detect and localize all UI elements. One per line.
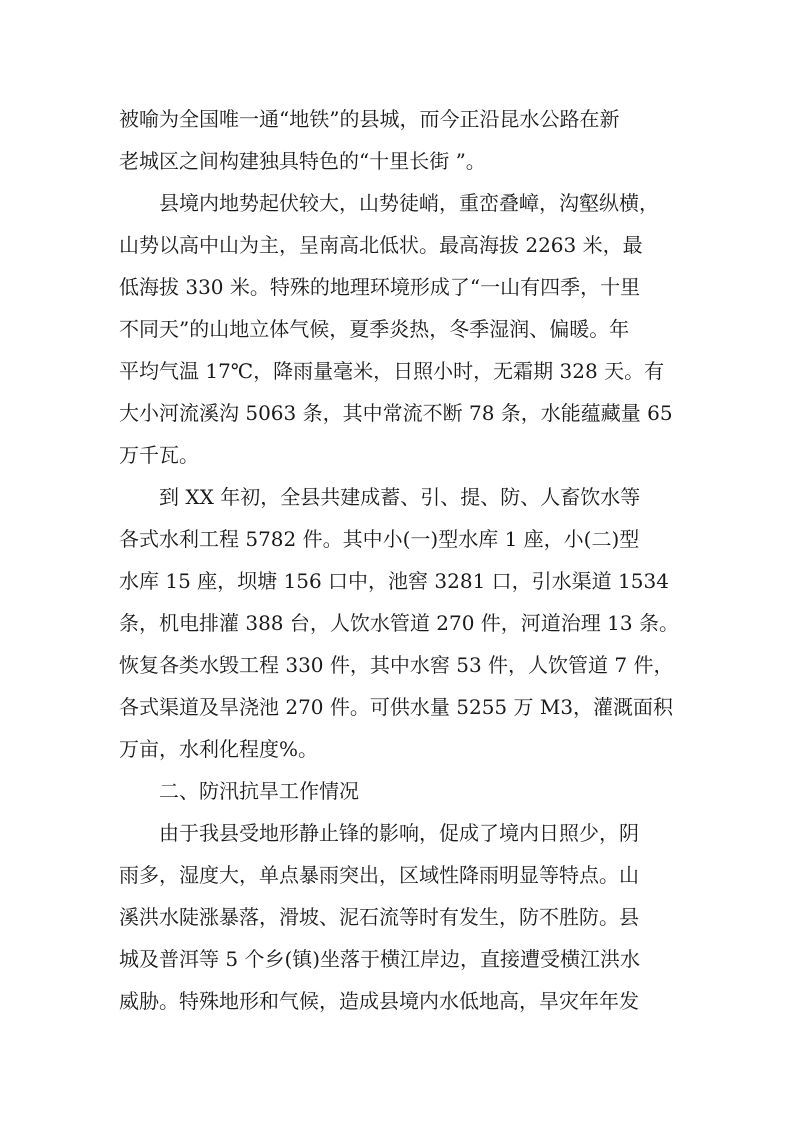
text-line: 老城区之间构建独具特色的“十里长街 ”。: [119, 149, 486, 173]
text-line: 平均气温 17℃，降雨量毫米，日照小时，无霜期 328 天。有: [119, 359, 665, 383]
text-line: 雨多，湿度大，单点暴雨突出，区域性降雨明显等特点。山: [119, 863, 639, 887]
text-line: 各式水利工程 5782 件。其中小(一)型水库 1 座，小(二)型: [119, 527, 640, 551]
paragraph-start-line: 由于我县受地形静止锋的影响，促成了境内日照少，阴: [159, 821, 639, 845]
text-line: 各式渠道及旱浇池 270 件。可供水量 5255 万 M3，灌溉面积: [119, 695, 674, 719]
text-line: 恢复各类水毁工程 330 件，其中水窖 53 件，人饮管道 7 件，: [119, 653, 674, 677]
text-line: 溪洪水陡涨暴落，滑坡、泥石流等时有发生，防不胜防。县: [119, 905, 639, 929]
paragraph-start-line: 到 XX 年初，全县共建成蓄、引、提、防、人畜饮水等: [159, 485, 641, 509]
text-line: 条，机电排灌 388 台，人饮水管道 270 件，河道治理 13 条。: [119, 611, 679, 635]
text-line: 低海拔 330 米。特殊的地理环境形成了“一山有四季，十里: [119, 275, 641, 299]
text-line: 城及普洱等 5 个乡(镇)坐落于横江岸边，直接遭受横江洪水: [119, 947, 641, 971]
text-line: 万千瓦。: [119, 443, 199, 467]
text-line: 水库 15 座，坝塘 156 口中，池窖 3281 口，引水渠道 1534: [119, 569, 669, 593]
text-line: 不同天”的山地立体气候，夏季炎热，冬季湿润、偏暖。年: [119, 317, 630, 341]
text-line: 万亩，水利化程度%。: [119, 737, 319, 761]
paragraph-start-line: 县境内地势起伏较大，山势徒峭，重峦叠嶂，沟壑纵横，: [159, 191, 659, 215]
text-line: 山势以高中山为主，呈南高北低状。最高海拔 2263 米，最: [119, 233, 643, 257]
text-line: 被喻为全国唯一通“地铁”的县城，而今正沿昆水公路在新: [119, 107, 620, 131]
section-heading: 二、防汛抗旱工作情况: [159, 779, 359, 803]
text-line: 威胁。特殊地形和气候，造成县境内水低地高，旱灾年年发: [119, 989, 639, 1013]
body-text: [119, 98, 689, 1022]
text-line: 大小河流溪沟 5063 条，其中常流不断 78 条，水能蕴藏量 65: [119, 401, 673, 425]
